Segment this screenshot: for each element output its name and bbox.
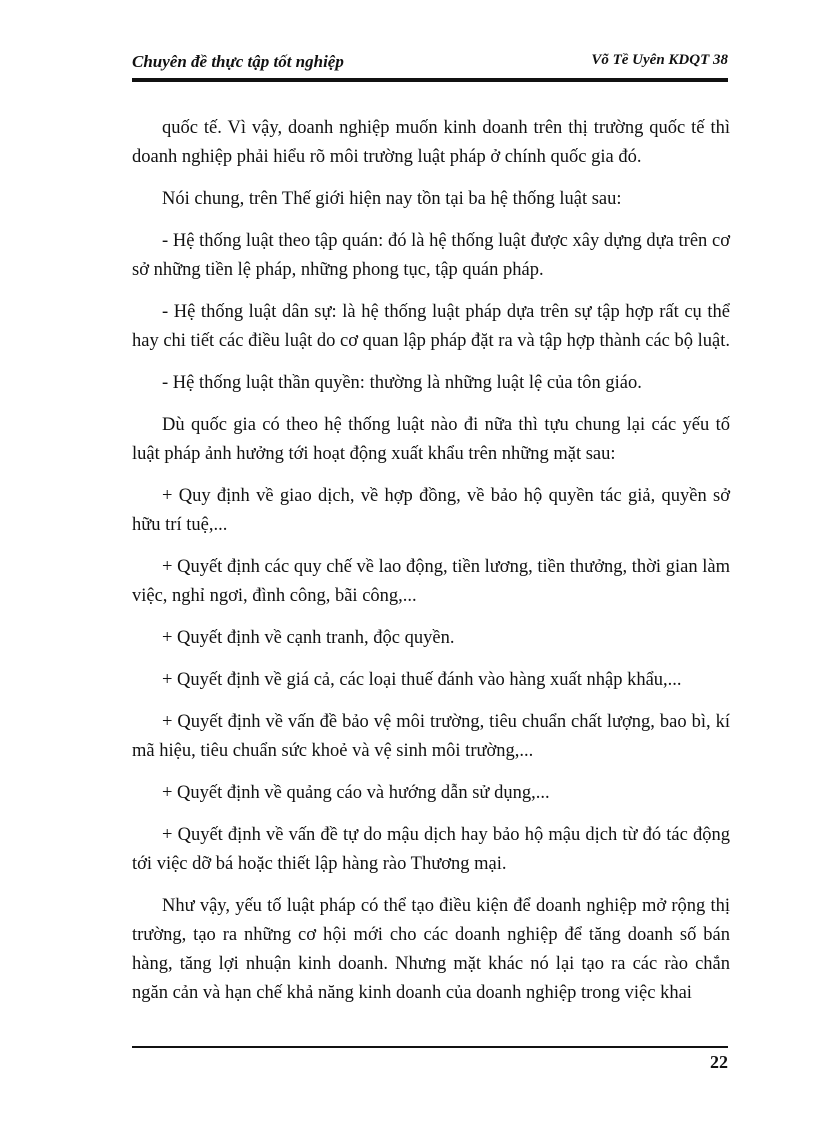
paragraph: + Quyết định về vấn đề tự do mậu dịch hay bảo hộ mậu dịch từ đó tác động tới việc dỡ bá hoặc thiết lập hàng rào Thương mại. (132, 825, 730, 874)
paragraph: + Quy định về giao dịch, về hợp đồng, về bảo hộ quyền tác giả, quyền sở hữu trí tuệ,... (132, 486, 730, 535)
paragraph: Dù quốc gia có theo hệ thống luật nào đi nữa thì tựu chung lại các yếu tố luật pháp ảnh hưởng tới hoạt động xuất khẩu trên những mặt sau: (132, 415, 730, 464)
paragraph: + Quyết định về cạnh tranh, độc quyền. (162, 628, 455, 648)
header-author: Võ Tề Uyên KDQT 38 (591, 52, 728, 68)
paragraph: Nói chung, trên Thế giới hiện nay tồn tại ba hệ thống luật sau: (162, 189, 622, 209)
body-text (132, 114, 730, 1021)
paragraph: Như vậy, yếu tố luật pháp có thể tạo điều kiện để doanh nghiệp mở rộng thị trường, tạo ra những cơ hội mới cho các doanh nghiệp để tăng doanh số bán hàng, tăng lợi nhuận kinh doanh. Nhưng mặt khác nó lại tạo ra các rào chắn ngăn cản và hạn chế khả năng kinh doanh của doanh nghiệp trong việc khai (132, 896, 730, 1003)
paragraph: - Hệ thống luật dân sự: là hệ thống luật pháp dựa trên sự tập hợp rất cụ thể hay chi tiết các điều luật do cơ quan lập pháp đặt ra và tập hợp thành các bộ luật. (132, 302, 730, 351)
paragraph: + Quyết định về giá cả, các loại thuế đánh vào hàng xuất nhập khẩu,... (162, 670, 682, 690)
footer-rule (132, 1046, 728, 1048)
paragraph: + Quyết định về quảng cáo và hướng dẫn sử dụng,... (162, 783, 550, 803)
paragraph: - Hệ thống luật thần quyền: thường là những luật lệ của tôn giáo. (162, 373, 642, 393)
paragraph: + Quyết định các quy chế về lao động, tiền lương, tiền thưởng, thời gian làm việc, nghỉ ngơi, đình công, bãi công,... (132, 557, 730, 606)
running-header (132, 52, 728, 76)
paragraph: - Hệ thống luật theo tập quán: đó là hệ thống luật được xây dựng dựa trên cơ sở những tiền lệ pháp, những phong tục, tập quán pháp. (132, 231, 730, 280)
paragraph: + Quyết định về vấn đề bảo vệ môi trường, tiêu chuẩn chất lượng, bao bì, kí mã hiệu, tiêu chuẩn sức khoẻ và vệ sinh môi trường,... (132, 712, 730, 761)
header-rule (132, 78, 728, 82)
page-number: 22 (710, 1052, 728, 1072)
paragraph: quốc tế. Vì vậy, doanh nghiệp muốn kinh doanh trên thị trường quốc tế thì doanh nghiệp phải hiểu rõ môi trường luật pháp ở chính quốc gia đó. (132, 118, 730, 167)
header-title: Chuyên đề thực tập tốt nghiệp (132, 52, 344, 71)
